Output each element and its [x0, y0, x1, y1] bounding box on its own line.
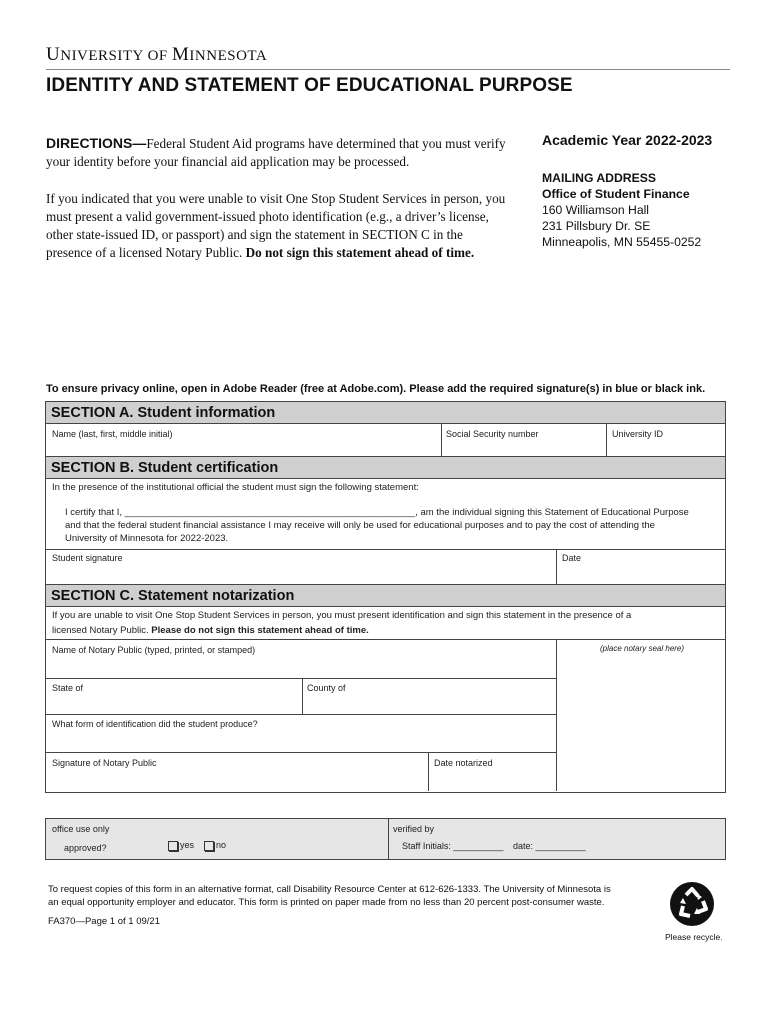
section-b-intro: In the presence of the institutional official the student must sign the following statement: [52, 482, 419, 493]
student-signature-label: Student signature [52, 553, 123, 563]
name-field[interactable] [46, 424, 441, 456]
page-title: IDENTITY AND STATEMENT OF EDUCATIONAL PURPOSE [46, 75, 573, 96]
form-box [45, 401, 726, 793]
section-c-intro-2: licensed Notary Public. Please do not sign this statement ahead of time. [52, 625, 369, 636]
notary-name-field[interactable] [46, 640, 556, 678]
section-b-header: SECTION B. Student certification [46, 456, 725, 479]
mailing-line2: 231 Pillsbury Dr. SE [542, 219, 651, 233]
mailing-office: Office of Student Finance [542, 187, 690, 201]
approved-label: approved? [64, 843, 107, 853]
section-c-intro-1: If you are unable to visit One Stop Student Services in person, you must present identification and sign this statement in the presence of a [52, 610, 632, 621]
certification-line-3: University of Minnesota for 2022-2023. [65, 533, 229, 544]
directions-paragraph-2 [46, 190, 506, 262]
student-date-label: Date [562, 553, 582, 563]
ssn-field[interactable] [442, 424, 606, 456]
state-label: State of [52, 683, 84, 693]
directions-heading: DIRECTIONS— [46, 135, 147, 151]
mailing-line1: 160 Williamson Hall [542, 203, 650, 217]
directions-warning: Do not sign this statement ahead of time. [245, 245, 475, 260]
date-notarized-field[interactable] [429, 753, 556, 791]
recycle-icon [669, 881, 715, 927]
notary-seal-area [557, 640, 725, 791]
office-use-box [45, 818, 726, 860]
staff-initials-field[interactable]: Staff Initials: __________ [402, 841, 504, 851]
ssn-label: Social Security number [446, 429, 539, 439]
directions-text-2: If you indicated that you were unable to visit One Stop Student Services in person, you must present a valid government-issued photo identification (e.g., a driver’s license, other state-issued ID, or passport) and sign the statement in SECTION C in the presence of a licensed Notary Public. [46, 191, 506, 260]
date-notarized-label: Date notarized [434, 758, 493, 768]
uid-label: University ID [612, 429, 664, 439]
section-a-header: SECTION A. Student information [46, 402, 725, 424]
office-date-field[interactable]: date: __________ [513, 841, 586, 851]
office-use-label: office use only [52, 824, 110, 834]
yes-checkbox[interactable] [168, 841, 178, 851]
divider [388, 819, 389, 859]
notary-seal-label: (place notary seal here) [600, 644, 685, 653]
header-rule [46, 69, 730, 70]
approved-yes[interactable]: yes [168, 840, 194, 851]
notary-signature-field[interactable] [46, 753, 428, 791]
academic-year: Academic Year 2022-2023 [542, 132, 713, 148]
name-label: Name (last, first, middle initial) [52, 429, 173, 439]
uid-field[interactable] [607, 424, 725, 456]
mailing-address [542, 170, 701, 250]
directions-text: Federal Student Aid programs have determined that you must verify your identity before your financial aid application may be processed. [46, 136, 506, 169]
recycle-label: Please recycle. [665, 932, 723, 942]
state-field[interactable] [46, 679, 302, 714]
form-id: FA370—Page 1 of 1 09/21 [48, 916, 160, 927]
section-c-header: SECTION C. Statement notarization [46, 584, 725, 607]
certification-line-1: I certify that I, _______________________________________________________, am the individual signing this Statement of Educational Purpose [65, 507, 689, 518]
verified-by-label: verified by [393, 824, 435, 834]
mailing-label: MAILING ADDRESS [542, 171, 656, 185]
privacy-notice: To ensure privacy online, open in Adobe Reader (free at Adobe.com). Please add the required signature(s) in blue or black ink. [46, 383, 706, 395]
certification-line-2: and that the federal student financial assistance I may receive will only be used for educational purposes and to pay the cost of attending the [65, 520, 655, 531]
no-checkbox[interactable] [204, 841, 214, 851]
identification-field[interactable] [46, 715, 556, 752]
county-label: County of [307, 683, 346, 693]
student-date-field[interactable] [557, 550, 725, 584]
footer-line-2: an equal opportunity employer and educator. This form is printed on paper made from no less than 20 percent post-consumer waste. [48, 897, 605, 908]
footer-line-1: To request copies of this form in an alternative format, call Disability Resource Center at 612-626-1333. The University of Minnesota is [48, 884, 611, 895]
mailing-line3: Minneapolis, MN 55455-0252 [542, 235, 702, 249]
identification-label: What form of identification did the student produce? [52, 719, 258, 729]
approved-no[interactable]: no [204, 840, 226, 851]
notary-signature-label: Signature of Notary Public [52, 758, 157, 768]
directions-paragraph [46, 134, 506, 171]
student-signature-field[interactable] [46, 550, 556, 584]
notary-name-label: Name of Notary Public (typed, printed, or stamped) [52, 645, 256, 655]
university-logo-text: UNIVERSITY OF MINNESOTA [46, 44, 268, 65]
county-field[interactable] [303, 679, 556, 714]
